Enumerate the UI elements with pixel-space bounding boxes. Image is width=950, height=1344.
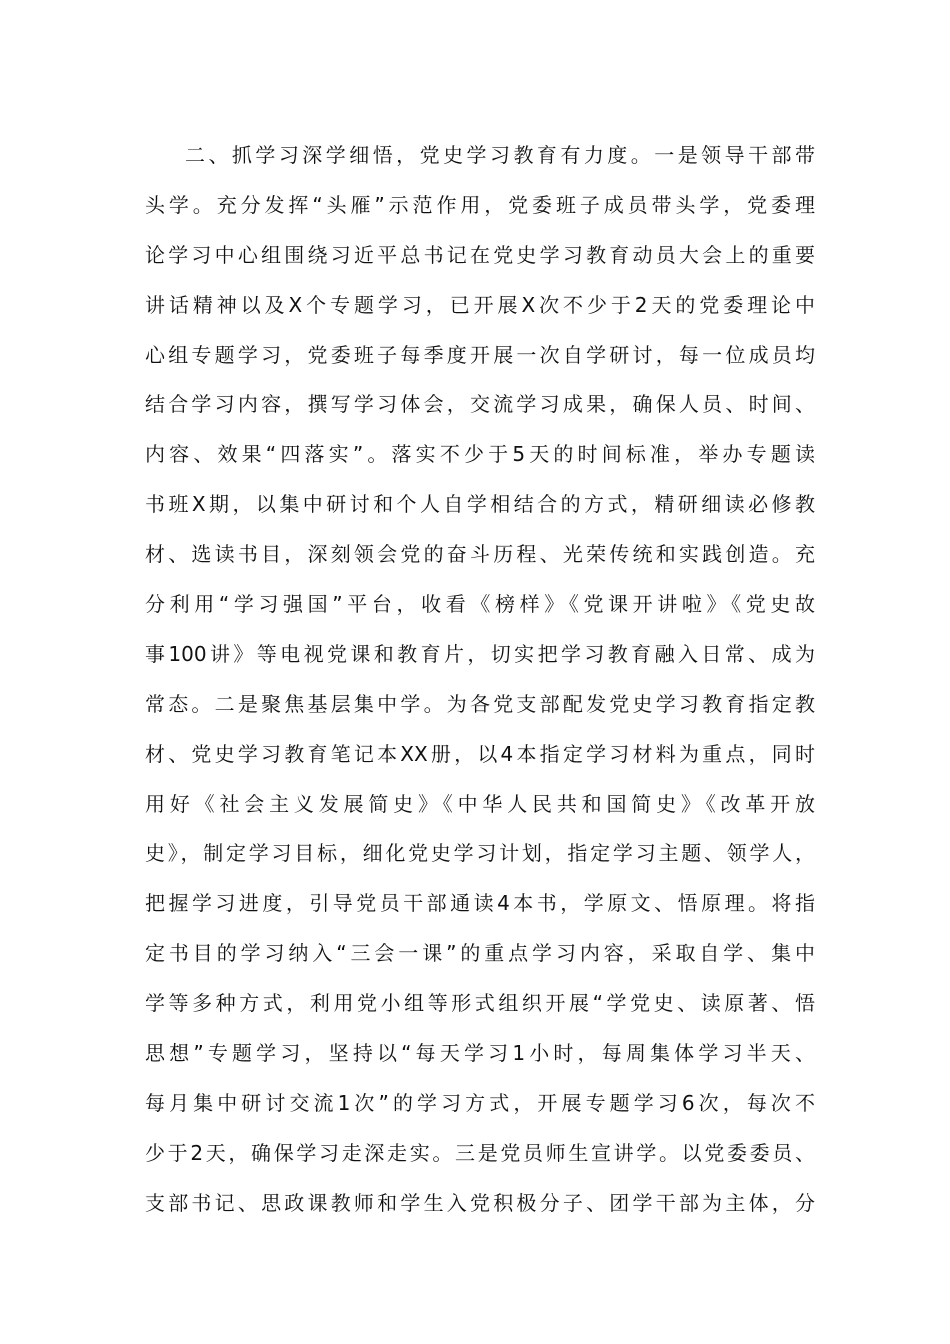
text-line: 少于2天，确保学习走深走实。三是党员师生宣讲学。以党委委员、 [145,1140,815,1165]
text-line: 材、选读书目，深刻领会党的奋斗历程、光荣传统和实践创造。充 [145,542,815,567]
text-line: 心组专题学习，党委班子每季度开展一次自学研讨，每一位成员均 [145,342,815,367]
text-line: 头学。充分发挥“头雁”示范作用，党委班子成员带头学，党委理 [145,192,815,217]
text-line: 讲话精神以及X个专题学习，已开展X次不少于2天的党委理论中 [145,292,815,317]
text-line: 思想”专题学习，坚持以“每天学习1小时，每周集体学习半天、 [145,1041,815,1066]
body-paragraph [145,131,815,1229]
text-line: 事100讲》等电视党课和教育片，切实把学习教育融入日常、成为 [145,641,815,666]
text-line: 书班X期，以集中研讨和个人自学相结合的方式，精研细读必修教 [145,492,815,517]
text-line: 学等多种方式，利用党小组等形式组织开展“学党史、读原著、悟 [145,991,815,1016]
text-line: 定书目的学习纳入“三会一课”的重点学习内容，采取自学、集中 [145,941,815,966]
text-line: 内容、效果“四落实”。落实不少于5天的时间标准，举办专题读 [145,442,815,467]
text-line: 常态。二是聚焦基层集中学。为各党支部配发党史学习教育指定教 [145,691,815,716]
text-line: 用好《社会主义发展简史》《中华人民共和国简史》《改革开放 [145,791,815,816]
text-line: 分利用“学习强国”平台，收看《榜样》《党课开讲啦》《党史故 [145,592,815,617]
text-line: 支部书记、思政课教师和学生入党积极分子、团学干部为主体，分 [145,1190,815,1215]
text-line: 结合学习内容，撰写学习体会，交流学习成果，确保人员、时间、 [145,392,815,417]
text-line: 把握学习进度，引导党员干部通读4本书，学原文、悟原理。将指 [145,891,815,916]
text-line: 材、党史学习教育笔记本XX册，以4本指定学习材料为重点，同时 [145,741,815,766]
text-line: 每月集中研讨交流1次”的学习方式，开展专题学习6次，每次不 [145,1090,815,1115]
text-line: 二、抓学习深学细悟，党史学习教育有力度。一是领导干部带 [185,143,815,167]
text-line: 论学习中心组围绕习近平总书记在党史学习教育动员大会上的重要 [145,242,815,267]
text-line: 史》，制定学习目标，细化党史学习计划，指定学习主题、领学人， [145,841,815,866]
